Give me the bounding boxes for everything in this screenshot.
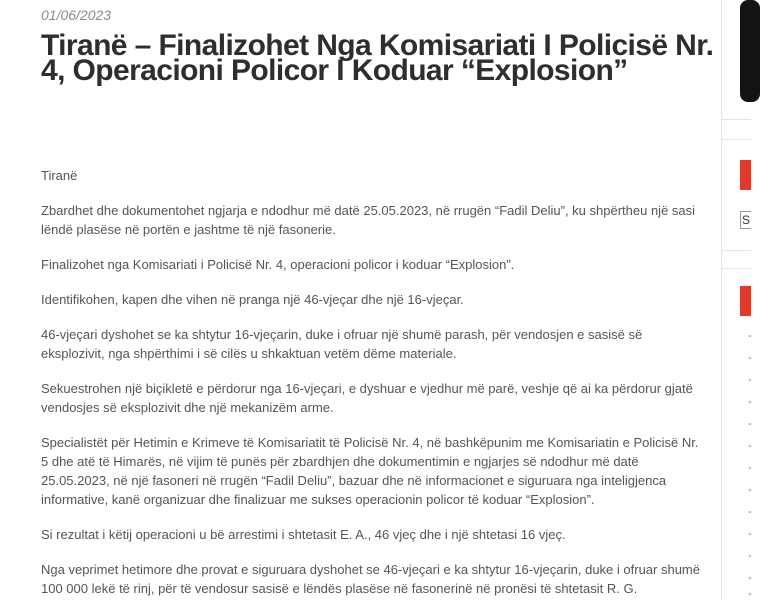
paragraph: Si rezultat i këtij operacioni u bë arrestimi i shtetasit E. A., 46 vjeç dhe i një shtetasi 16 vjeç.: [41, 527, 566, 542]
article-title: Tiranë – Finalizohet Nga Komisariati I Policisë Nr. 4, Operacioni Policor I Koduar “Explosion”: [41, 29, 714, 87]
list-item[interactable]: -: [748, 330, 752, 342]
paragraph: Tiranë: [41, 168, 78, 183]
sidebar-divider-line: [722, 139, 751, 140]
paragraph: Nga veprimet hetimore dhe provat e siguruara dyshohet se 46-vjeçari e ka shtytur 16-vjeçarin, duke i ofruar shumë 100 000 lekë të rinj, për të vendosur sasisë e lëndës plasëse në fasonerinë në pronësi të shtetasit R. G.: [41, 562, 700, 596]
list-item[interactable]: -: [748, 396, 752, 408]
list-item[interactable]: -: [748, 418, 752, 430]
sidebar-widget-header: [740, 160, 751, 190]
list-item[interactable]: -: [748, 588, 752, 600]
sidebar-widget-header: [740, 286, 751, 316]
list-item[interactable]: -: [748, 440, 752, 452]
paragraph: Specialistët për Hetimin e Krimeve të Komisariatit të Policisë Nr. 4, në bashkëpunim me Komisariatin e Policisë Nr. 5 dhe atë të Himarës, në vijim të punës për zbardhjen dhe dokumentimin e ngjarjes së ndodhur më datë 25.05.2023, në një fasoneri në rrugën “Fadil Deliu”, bazuar dhe në informacionet e siguruara nga inteligjenca informative, kanë organizuar dhe finalizuar me sukses operacionin policor të koduar “Explosion”.: [41, 435, 699, 507]
paragraph: Sekuestrohen një biçikletë e përdorur nga 16-vjeçari, e dyshuar e vjedhur më parë, veshje që ai ka përdorur gjatë vendosjes së eksplozivit dhe një mekanizëm arme.: [41, 381, 693, 415]
search-input[interactable]: S: [742, 213, 751, 227]
list-item[interactable]: -: [748, 572, 752, 584]
list-item[interactable]: -: [748, 352, 752, 364]
list-item[interactable]: -: [748, 374, 752, 386]
sidebar-divider-line: [722, 268, 751, 269]
sidebar-media-card[interactable]: [740, 0, 760, 102]
paragraph: Zbardhet dhe dokumentohet ngjarja e ndodhur më datë 25.05.2023, në rrugën “Fadil Deliu”, ku shpërtheu një sasi lëndë plasëse në portën e jashtme të një fasonerie.: [41, 203, 696, 237]
list-item[interactable]: -: [748, 550, 752, 562]
sidebar-divider-line: [722, 119, 751, 120]
article-body: [41, 166, 701, 614]
article-date: 01/06/2023: [41, 7, 112, 23]
list-item[interactable]: -: [748, 506, 752, 518]
paragraph: 46-vjeçari dyshohet se ka shtytur 16-vjeçarin, duke i ofruar një shumë parash, për vendosjen e sasisë së eksplozivit, nga shpërthimi i së cilës u shkaktuan vetëm dëme materiale.: [41, 327, 643, 361]
paragraph: Finalizohet nga Komisariati i Policisë Nr. 4, operacioni policor i koduar “Explosion”.: [41, 257, 515, 272]
list-item[interactable]: -: [748, 462, 752, 474]
list-item[interactable]: -: [748, 484, 752, 496]
list-item[interactable]: -: [748, 528, 752, 540]
sidebar-divider-line: [722, 250, 751, 251]
sidebar-divider: [721, 0, 722, 600]
paragraph: Identifikohen, kapen dhe vihen në pranga një 46-vjeçar dhe një 16-vjeçar.: [41, 292, 464, 307]
